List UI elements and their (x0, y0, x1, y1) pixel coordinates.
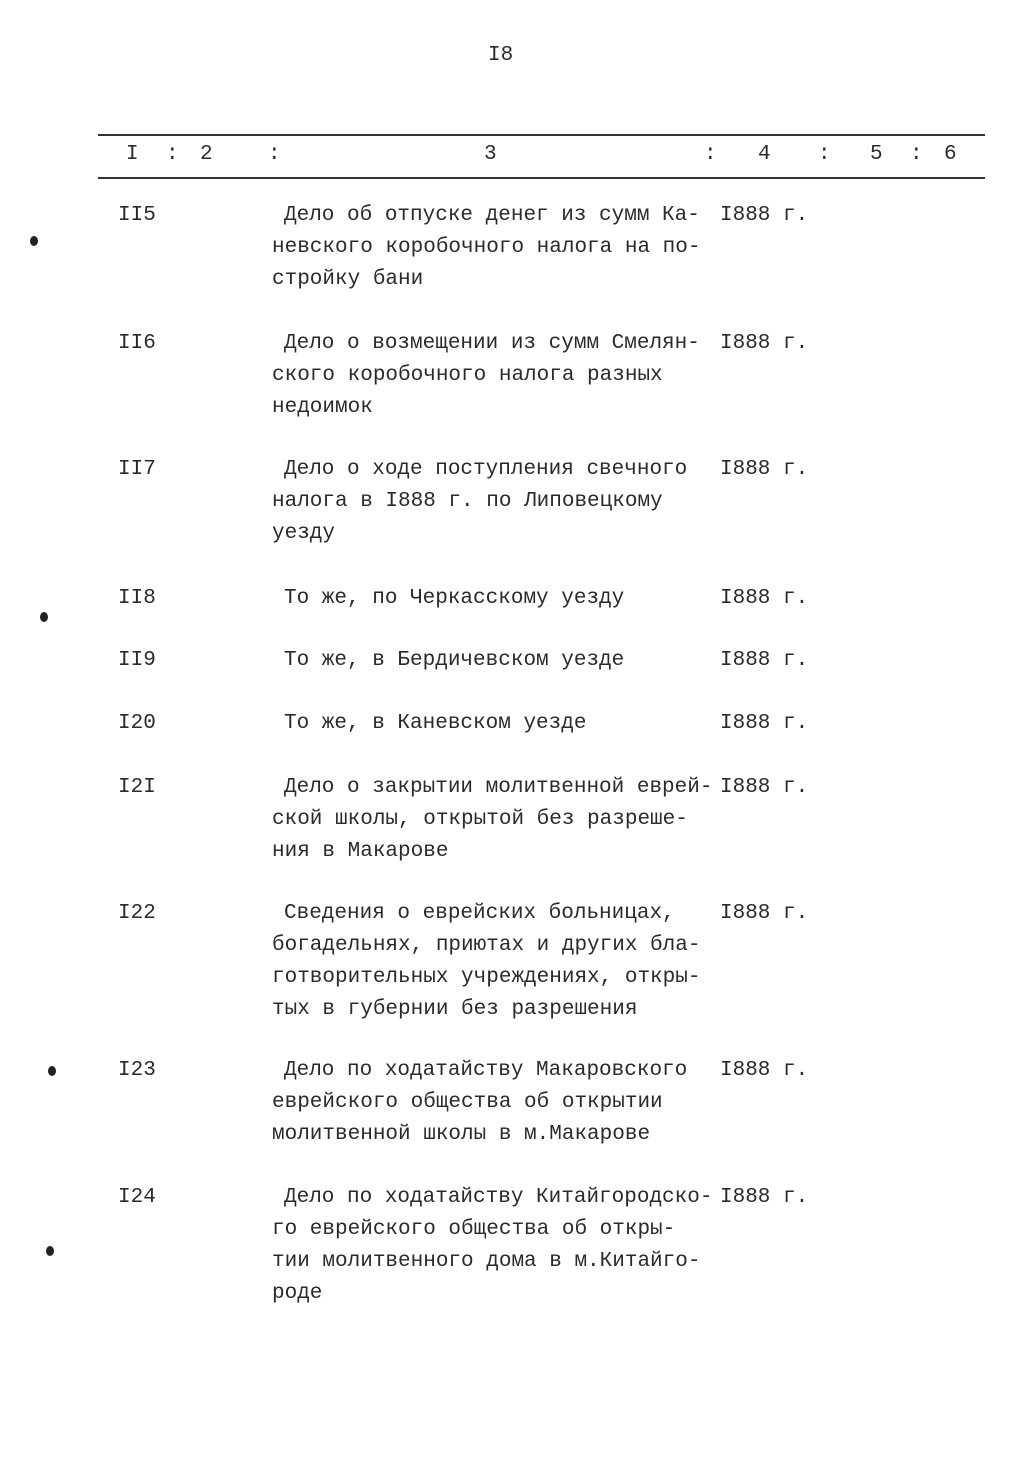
description-line: Дело о ходе поступления свечного (284, 458, 688, 481)
description-line: Дело о закрытии молитвенной еврей- (284, 776, 713, 799)
case-number: I22 (118, 902, 156, 925)
case-year: I888 г. (720, 776, 809, 799)
case-description (272, 1182, 712, 1310)
case-description (272, 708, 586, 740)
case-number: I20 (118, 712, 156, 735)
col-header-1: I (126, 143, 139, 166)
case-year: I888 г. (720, 1186, 809, 1209)
case-number: I23 (118, 1059, 156, 1082)
description-line: еврейского общества об открытии (272, 1091, 663, 1114)
page-number: I8 (488, 44, 514, 67)
col-separator: : (268, 143, 281, 166)
description-line: То же, в Каневском уезде (284, 712, 587, 735)
col-separator: : (704, 143, 717, 166)
col-header-2: 2 (200, 143, 213, 166)
case-description (272, 1055, 687, 1151)
case-year: I888 г. (720, 587, 809, 610)
col-header-5: 5 (870, 143, 883, 166)
col-separator: : (818, 143, 831, 166)
case-year: I888 г. (720, 902, 809, 925)
case-year: I888 г. (720, 1059, 809, 1082)
description-line: Дело о возмещении из сумм Смелян- (284, 332, 700, 355)
description-line: уезду (272, 522, 336, 545)
description-line: невского коробочного налога на по- (272, 236, 701, 259)
description-line: Дело об отпуске денег из сумм Ка- (284, 204, 700, 227)
col-separator: : (166, 143, 179, 166)
description-line: ской школы, открытой без разреше- (272, 808, 688, 831)
case-number: II7 (118, 458, 156, 481)
table-header-rule (98, 177, 985, 179)
binding-hole-mark (46, 1246, 54, 1256)
description-line: тии молитвенного дома в м.Китайго- (272, 1250, 701, 1273)
description-line: го еврейского общества об откры- (272, 1218, 676, 1241)
case-year: I888 г. (720, 332, 809, 355)
case-number: II9 (118, 649, 156, 672)
case-year: I888 г. (720, 649, 809, 672)
binding-hole-mark (30, 236, 38, 246)
case-number: II6 (118, 332, 156, 355)
description-line: готворительных учреждениях, откры- (272, 966, 701, 989)
description-line: роде (272, 1282, 323, 1305)
description-line: богадельнях, приютах и других бла- (272, 934, 701, 957)
case-description (272, 898, 700, 1026)
description-line: Дело по ходатайству Макаровского (284, 1059, 688, 1082)
table-top-rule (98, 134, 985, 136)
description-line: налога в I888 г. по Липовецкому (272, 490, 663, 513)
col-separator: : (910, 143, 923, 166)
case-number: I2I (118, 776, 156, 799)
description-line: тых в губернии без разрешения (272, 998, 638, 1021)
case-number: II5 (118, 204, 156, 227)
col-header-4: 4 (758, 143, 771, 166)
binding-hole-mark (40, 612, 48, 622)
description-line: недоимок (272, 396, 373, 419)
description-line: То же, в Бердичевском уезде (284, 649, 625, 672)
case-year: I888 г. (720, 204, 809, 227)
description-line: ского коробочного налога разных (272, 364, 663, 387)
case-description (272, 772, 712, 868)
case-description (272, 200, 700, 296)
description-line: ния в Макарове (272, 840, 449, 863)
case-description (272, 328, 700, 424)
case-description (272, 645, 624, 677)
col-header-6: 6 (944, 143, 957, 166)
description-line: То же, по Черкасскому уезду (284, 587, 625, 610)
case-description (272, 583, 624, 615)
case-number: I24 (118, 1186, 156, 1209)
case-year: I888 г. (720, 712, 809, 735)
description-line: молитвенной школы в м.Макарове (272, 1123, 651, 1146)
case-number: II8 (118, 587, 156, 610)
case-description (272, 454, 687, 550)
description-line: Дело по ходатайству Китайгородско- (284, 1186, 713, 1209)
case-year: I888 г. (720, 458, 809, 481)
description-line: Сведения о еврейских больницах, (284, 902, 675, 925)
description-line: стройку бани (272, 268, 424, 291)
col-header-3: 3 (484, 143, 497, 166)
binding-hole-mark (48, 1066, 56, 1076)
